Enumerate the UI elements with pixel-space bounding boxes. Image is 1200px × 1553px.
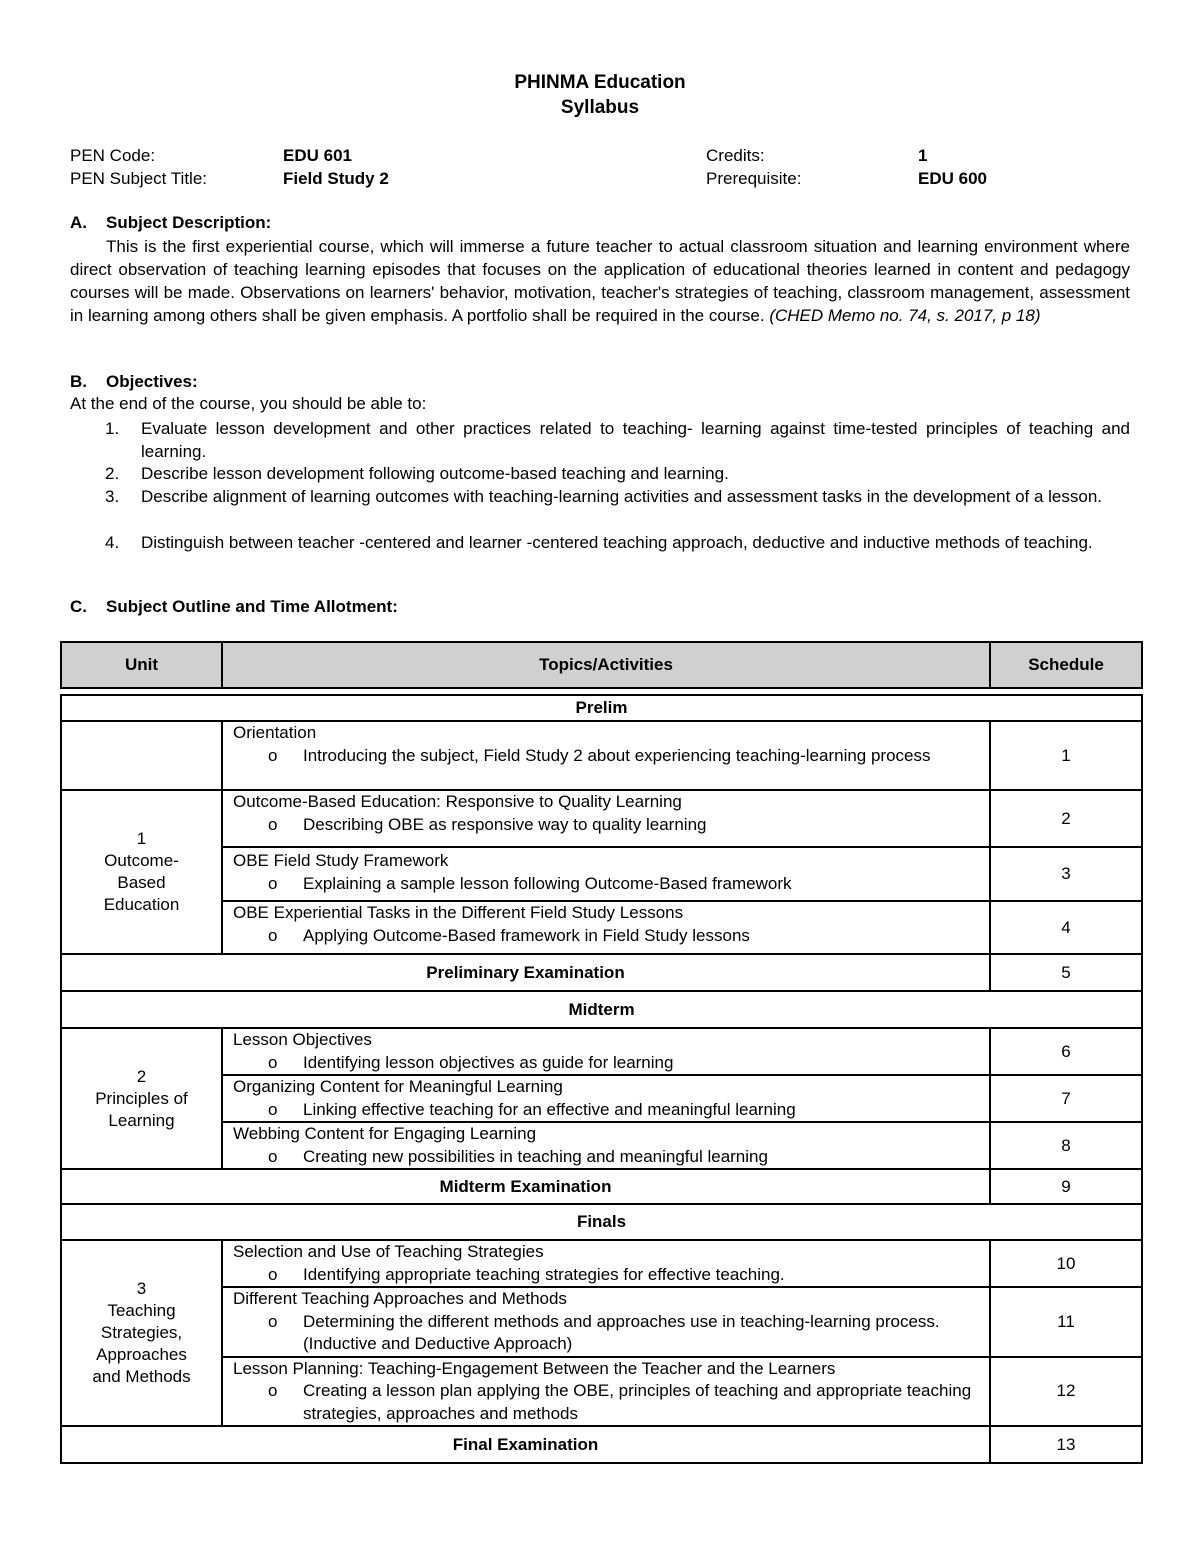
unit-cell (61, 790, 222, 954)
topic-title: Webbing Content for Engaging Learning (233, 1124, 537, 1143)
table-row (61, 901, 1142, 954)
topic-title: Lesson Objectives (233, 1030, 372, 1049)
bullet-icon: o (268, 745, 278, 765)
objective-item (70, 485, 1130, 508)
table-row (61, 1075, 1142, 1122)
exam-label: Preliminary Examination (61, 954, 990, 991)
organization-title: PHINMA Education (514, 72, 686, 93)
unit-cell (61, 1240, 222, 1426)
spacer-row (61, 688, 1142, 695)
topic-bullet (233, 1380, 981, 1425)
bullet-text: Applying Outcome-Based framework in Field Study lessons (303, 925, 750, 945)
credits-value: 1 (918, 146, 928, 165)
exam-label: Midterm Examination (61, 1169, 990, 1204)
unit-name-line: Learning (108, 1110, 175, 1130)
schedule-cell: 11 (990, 1287, 1142, 1357)
schedule-cell: 3 (990, 847, 1142, 901)
topic-bullet (233, 1146, 981, 1169)
prerequisite-value: EDU 600 (918, 169, 987, 188)
schedule-cell: 4 (990, 901, 1142, 954)
topic-bullet (233, 745, 981, 768)
pen-code-label: PEN Code: (70, 146, 156, 165)
schedule-cell: 8 (990, 1122, 1142, 1169)
bullet-text: Linking effective teaching for an effective and meaningful learning (303, 1099, 796, 1119)
table-row (61, 790, 1142, 847)
objectives-intro: At the end of the course, you should be able to: (70, 394, 427, 413)
bullet-icon: o (268, 925, 278, 945)
column-header-topics: Topics/Activities (222, 642, 990, 688)
schedule-cell: 1 (990, 721, 1142, 790)
bullet-icon: o (268, 873, 278, 893)
column-header-unit: Unit (61, 642, 222, 688)
unit-number: 2 (136, 1066, 147, 1086)
bullet-text: Determining the different methods and approaches use in teaching-learning process. (Inductive and Deductive Approach) (303, 1311, 940, 1353)
topic-title: OBE Field Study Framework (233, 851, 449, 870)
bullet-text: Creating new possibilities in teaching and meaningful learning (303, 1146, 768, 1166)
unit-name-line: Outcome- (104, 851, 179, 870)
bullet-text: Introducing the subject, Field Study 2 about experiencing teaching-learning process (303, 745, 931, 765)
topic-title: OBE Experiential Tasks in the Different Field Study Lessons (233, 903, 684, 922)
subject-title-value: Field Study 2 (283, 169, 389, 188)
topic-bullet (233, 1311, 981, 1356)
description-citation: (CHED Memo no. 74, s. 2017, p 18) (769, 306, 1041, 325)
section-letter: B. (70, 372, 87, 391)
subject-description (70, 235, 1130, 327)
objective-text: Evaluate lesson development and other practices related to teaching- learning against time-tested principles of teaching and learning. (141, 419, 1130, 461)
exam-row (61, 1169, 1142, 1204)
bullet-text: Describing OBE as responsive way to quality learning (303, 814, 707, 834)
objective-item (70, 462, 1130, 485)
schedule-cell: 2 (990, 790, 1142, 847)
bullet-icon: o (268, 1264, 278, 1284)
unit-number: 3 (136, 1279, 147, 1298)
unit-name-line: Based (117, 873, 166, 892)
topic-title: Different Teaching Approaches and Methods (233, 1289, 567, 1308)
topic-cell (222, 1357, 990, 1427)
section-a-heading (70, 213, 271, 233)
objective-text: Distinguish between teacher -centered and learner -centered teaching approach, deductive and inductive methods of teaching. (141, 533, 1093, 552)
topic-title: Orientation (233, 723, 317, 742)
topic-cell (222, 1075, 990, 1122)
section-letter: C. (70, 597, 87, 616)
section-c-heading (70, 597, 398, 617)
unit-name-line: Education (103, 895, 180, 914)
table-row (61, 1122, 1142, 1169)
table-row (61, 1028, 1142, 1075)
topic-bullet (233, 814, 981, 837)
topic-cell (222, 721, 990, 790)
bullet-text: Explaining a sample lesson following Outcome-Based framework (303, 873, 792, 893)
unit-name-line: and Methods (92, 1367, 191, 1386)
objective-number: 1. (105, 419, 120, 438)
period-label: Midterm (61, 991, 1142, 1028)
exam-row (61, 954, 1142, 991)
topic-bullet (233, 1052, 981, 1075)
schedule-cell: 12 (990, 1357, 1142, 1427)
topic-cell (222, 1028, 990, 1075)
exam-row (61, 1426, 1142, 1463)
bullet-icon: o (268, 1146, 278, 1166)
objective-text: Describe lesson development following outcome-based teaching and learning. (141, 464, 729, 483)
objective-number: 2. (105, 464, 120, 483)
topic-cell (222, 790, 990, 847)
objective-number: 3. (105, 487, 120, 506)
table-row (61, 721, 1142, 790)
subject-title-label: PEN Subject Title: (70, 169, 208, 188)
topic-title: Selection and Use of Teaching Strategies (233, 1242, 544, 1261)
objective-item (70, 531, 1130, 554)
topic-bullet (233, 1099, 981, 1122)
description-text: This is the first experiential course, which will immerse a future teacher to actual classroom situation and learning environment where direct observation of teaching learning episodes that focuses on the application of educational theories learned in content and pedagogy courses will be made. Observations on learners' behavior, motivation, teacher's strategies of teaching, classroom management, assessment in learning among others shall be given emphasis. A portfolio shall be required in the course. (70, 237, 1130, 325)
period-row-finals (61, 1204, 1142, 1240)
table-row (61, 847, 1142, 901)
bullet-text: Identifying lesson objectives as guide for learning (303, 1052, 674, 1072)
period-label: Finals (61, 1204, 1142, 1240)
objective-number: 4. (105, 533, 120, 552)
outline-table (60, 641, 1143, 1464)
topic-cell (222, 1122, 990, 1169)
period-row-prelim (61, 695, 1142, 721)
section-title: Objectives: (106, 372, 198, 391)
bullet-icon: o (268, 1052, 278, 1072)
unit-number: 1 (136, 829, 147, 848)
table-row (61, 1287, 1142, 1357)
bullet-icon: o (268, 1311, 278, 1331)
table-row (61, 1240, 1142, 1287)
schedule-cell: 6 (990, 1028, 1142, 1075)
topic-title: Outcome-Based Education: Responsive to Quality Learning (233, 792, 682, 811)
unit-name-line: Principles of (95, 1088, 188, 1108)
topic-cell (222, 1287, 990, 1357)
unit-name-line: Strategies, (100, 1323, 183, 1342)
bullet-icon: o (268, 1099, 278, 1119)
topic-bullet (233, 925, 981, 948)
topic-cell (222, 901, 990, 954)
unit-name-line: Approaches (96, 1345, 187, 1364)
schedule-cell: 13 (990, 1426, 1142, 1463)
document-type-title: Syllabus (560, 97, 640, 118)
section-title: Subject Description: (106, 213, 272, 232)
topic-cell (222, 1240, 990, 1287)
schedule-cell: 9 (990, 1169, 1142, 1204)
bullet-icon: o (268, 814, 278, 834)
table-row (61, 1357, 1142, 1427)
topic-bullet (233, 873, 981, 896)
section-title: Subject Outline and Time Allotment: (106, 597, 398, 616)
table-header-row (61, 642, 1142, 688)
credits-label: Credits: (706, 146, 765, 165)
bullet-text: Creating a lesson plan applying the OBE, principles of teaching and appropriate teaching strategies, approaches and methods (303, 1381, 972, 1423)
exam-label: Final Examination (61, 1426, 990, 1463)
unit-name-line: Teaching (107, 1301, 176, 1320)
objective-item (70, 417, 1130, 463)
unit-cell-empty (61, 721, 222, 790)
column-header-schedule: Schedule (990, 642, 1142, 688)
unit-cell (61, 1028, 222, 1169)
schedule-cell: 5 (990, 954, 1142, 991)
prerequisite-label: Prerequisite: (706, 169, 802, 188)
topic-bullet (233, 1264, 981, 1287)
section-letter: A. (70, 213, 87, 232)
section-b-heading (70, 372, 198, 392)
bullet-icon: o (268, 1381, 278, 1400)
topic-cell (222, 847, 990, 901)
topic-title: Lesson Planning: Teaching-Engagement Between the Teacher and the Learners (233, 1358, 836, 1378)
topic-title: Organizing Content for Meaningful Learning (233, 1077, 563, 1096)
period-label: Prelim (61, 695, 1142, 721)
schedule-cell: 7 (990, 1075, 1142, 1122)
pen-code-value: EDU 601 (283, 146, 352, 165)
objective-text: Describe alignment of learning outcomes with teaching-learning activities and assessment tasks in the development of a lesson. (141, 487, 1103, 506)
bullet-text: Identifying appropriate teaching strategies for effective teaching. (303, 1264, 785, 1284)
period-row-midterm (61, 991, 1142, 1028)
schedule-cell: 10 (990, 1240, 1142, 1287)
